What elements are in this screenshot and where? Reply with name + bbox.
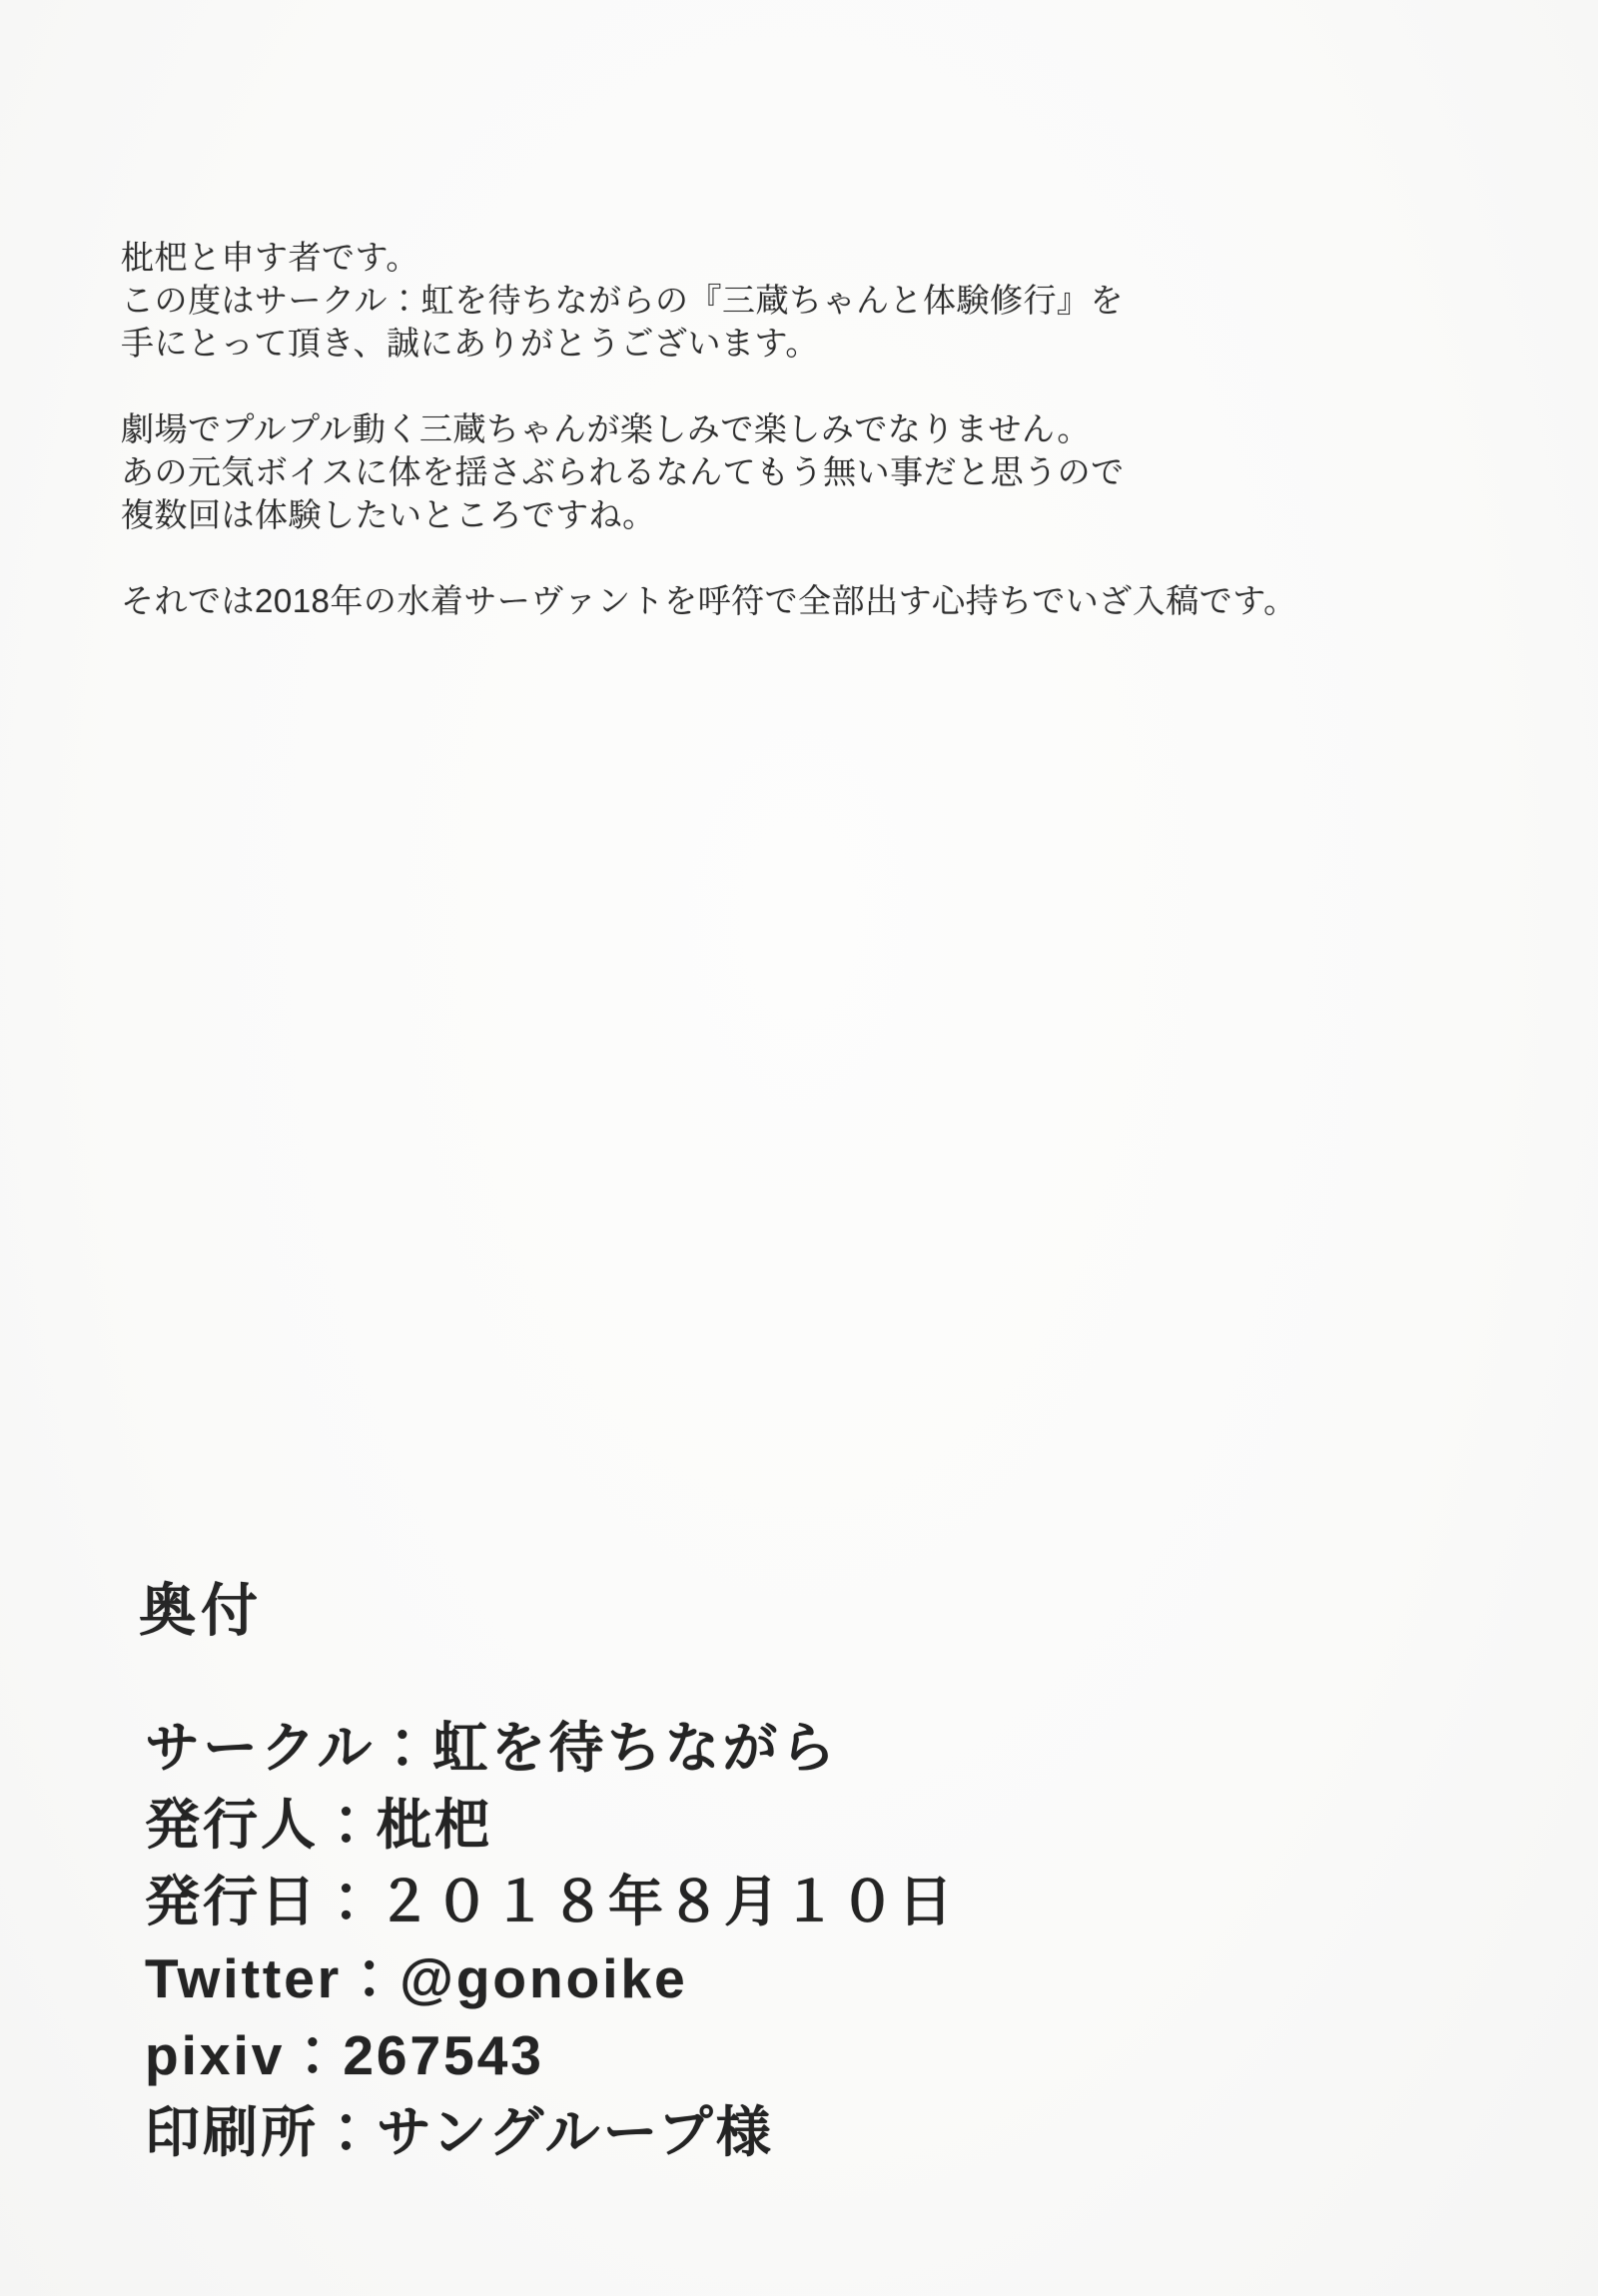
colophon-line-printer: 印刷所：サングループ様 <box>145 2101 774 2163</box>
afterword-paragraph <box>121 407 1297 536</box>
colophon-line-publisher: 発行人：枇杷 <box>145 1794 493 1856</box>
afterword-line: 劇場でプルプル動く三蔵ちゃんが楽しみで楽しみでなりません。 <box>121 410 1091 447</box>
afterword-paragraph <box>121 579 1297 622</box>
afterword-text <box>121 236 1297 622</box>
colophon-line-circle: サークル：虹を待ちながら <box>145 1717 839 1779</box>
afterword-paragraph <box>121 236 1297 365</box>
afterword-line: 手にとって頂き、誠にありがとうございます。 <box>121 325 819 362</box>
afterword-line: 枇杷と申す者です。 <box>121 239 419 276</box>
colophon-line-date: 発行日：２０１８年８月１０日 <box>145 1871 957 1932</box>
afterword-line: この度はサークル：虹を待ちながらの『三蔵ちゃんと体験修行』を <box>121 282 1125 319</box>
colophon <box>145 1710 956 2171</box>
afterword-line: あの元気ボイスに体を揺さぶられるなんてもう無い事だと思うので <box>121 453 1125 490</box>
colophon-line-pixiv: pixiv：267543 <box>145 2024 544 2086</box>
afterword-line: それでは2018年の水着サーヴァントを呼符で全部出す心持ちでいざ入稿です。 <box>121 582 1297 619</box>
colophon-heading: 奥付 <box>139 1579 263 1643</box>
colophon-line-twitter: Twitter：@gonoike <box>145 1947 688 2009</box>
afterword-line: 複数回は体験したいところですね。 <box>121 496 656 533</box>
